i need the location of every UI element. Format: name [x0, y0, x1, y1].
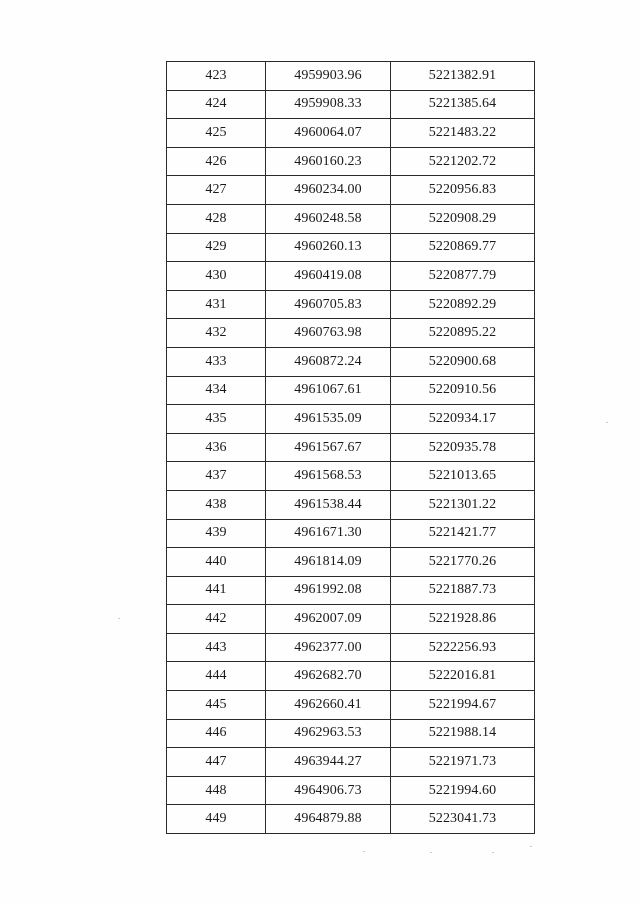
table-row	[167, 376, 535, 405]
y-coordinate-cell: 5220869.77	[391, 233, 535, 262]
x-coordinate-cell: 4961992.08	[266, 576, 391, 605]
point-number-cell: 426	[167, 147, 266, 176]
point-number-cell: 439	[167, 519, 266, 548]
scan-speck	[530, 846, 532, 847]
table-row	[167, 290, 535, 319]
y-coordinate-cell: 5221301.22	[391, 490, 535, 519]
table-row	[167, 233, 535, 262]
x-coordinate-cell: 4961568.53	[266, 462, 391, 491]
x-coordinate-cell: 4964906.73	[266, 776, 391, 805]
x-coordinate-cell: 4964879.88	[266, 805, 391, 834]
point-number-cell: 449	[167, 805, 266, 834]
x-coordinate-cell: 4960260.13	[266, 233, 391, 262]
table-row	[167, 662, 535, 691]
y-coordinate-cell: 5220895.22	[391, 319, 535, 348]
x-coordinate-cell: 4962682.70	[266, 662, 391, 691]
point-number-cell: 423	[167, 62, 266, 91]
point-number-cell: 431	[167, 290, 266, 319]
table-row	[167, 433, 535, 462]
x-coordinate-cell: 4959903.96	[266, 62, 391, 91]
table-row	[167, 147, 535, 176]
y-coordinate-cell: 5220910.56	[391, 376, 535, 405]
x-coordinate-cell: 4960234.00	[266, 176, 391, 205]
y-coordinate-cell: 5220877.79	[391, 262, 535, 291]
y-coordinate-cell: 5221971.73	[391, 748, 535, 777]
x-coordinate-cell: 4960160.23	[266, 147, 391, 176]
point-number-cell: 427	[167, 176, 266, 205]
x-coordinate-cell: 4960064.07	[266, 119, 391, 148]
point-number-cell: 430	[167, 262, 266, 291]
y-coordinate-cell: 5222016.81	[391, 662, 535, 691]
x-coordinate-cell: 4961814.09	[266, 548, 391, 577]
y-coordinate-cell: 5221887.73	[391, 576, 535, 605]
scan-speck	[606, 422, 608, 423]
y-coordinate-cell: 5221483.22	[391, 119, 535, 148]
table-row	[167, 633, 535, 662]
table-row	[167, 176, 535, 205]
point-number-cell: 424	[167, 90, 266, 119]
scan-speck	[492, 852, 494, 853]
table-row	[167, 519, 535, 548]
y-coordinate-cell: 5221994.67	[391, 691, 535, 720]
scan-speck	[363, 851, 365, 852]
point-number-cell: 434	[167, 376, 266, 405]
table-row	[167, 90, 535, 119]
x-coordinate-cell: 4960419.08	[266, 262, 391, 291]
x-coordinate-cell: 4962007.09	[266, 605, 391, 634]
point-number-cell: 447	[167, 748, 266, 777]
y-coordinate-cell: 5221421.77	[391, 519, 535, 548]
x-coordinate-cell: 4961567.67	[266, 433, 391, 462]
x-coordinate-cell: 4962377.00	[266, 633, 391, 662]
x-coordinate-cell: 4962660.41	[266, 691, 391, 720]
table-row	[167, 805, 535, 834]
y-coordinate-cell: 5221202.72	[391, 147, 535, 176]
y-coordinate-cell: 5221928.86	[391, 605, 535, 634]
point-number-cell: 443	[167, 633, 266, 662]
table-row	[167, 319, 535, 348]
y-coordinate-cell: 5222256.93	[391, 633, 535, 662]
point-number-cell: 429	[167, 233, 266, 262]
point-number-cell: 448	[167, 776, 266, 805]
table-row	[167, 776, 535, 805]
table-row	[167, 405, 535, 434]
x-coordinate-cell: 4960872.24	[266, 347, 391, 376]
x-coordinate-cell: 4963944.27	[266, 748, 391, 777]
y-coordinate-cell: 5223041.73	[391, 805, 535, 834]
point-number-cell: 432	[167, 319, 266, 348]
x-coordinate-cell: 4960763.98	[266, 319, 391, 348]
x-coordinate-cell: 4961671.30	[266, 519, 391, 548]
table-row	[167, 576, 535, 605]
scan-speck	[118, 618, 120, 619]
table-row	[167, 490, 535, 519]
x-coordinate-cell: 4961535.09	[266, 405, 391, 434]
point-number-cell: 445	[167, 691, 266, 720]
coordinates-table-body	[167, 62, 535, 834]
y-coordinate-cell: 5220956.83	[391, 176, 535, 205]
table-row	[167, 204, 535, 233]
point-number-cell: 437	[167, 462, 266, 491]
point-number-cell: 428	[167, 204, 266, 233]
x-coordinate-cell: 4959908.33	[266, 90, 391, 119]
point-number-cell: 446	[167, 719, 266, 748]
point-number-cell: 433	[167, 347, 266, 376]
point-number-cell: 438	[167, 490, 266, 519]
table-row	[167, 119, 535, 148]
y-coordinate-cell: 5221385.64	[391, 90, 535, 119]
table-row	[167, 605, 535, 634]
x-coordinate-cell: 4961538.44	[266, 490, 391, 519]
point-number-cell: 425	[167, 119, 266, 148]
point-number-cell: 440	[167, 548, 266, 577]
y-coordinate-cell: 5221988.14	[391, 719, 535, 748]
x-coordinate-cell: 4962963.53	[266, 719, 391, 748]
table-row	[167, 548, 535, 577]
y-coordinate-cell: 5220908.29	[391, 204, 535, 233]
table-row	[167, 691, 535, 720]
table-row	[167, 719, 535, 748]
x-coordinate-cell: 4961067.61	[266, 376, 391, 405]
y-coordinate-cell: 5220900.68	[391, 347, 535, 376]
table-row	[167, 748, 535, 777]
point-number-cell: 435	[167, 405, 266, 434]
coordinates-table	[166, 61, 535, 834]
table-row	[167, 462, 535, 491]
scan-speck	[430, 852, 432, 853]
y-coordinate-cell: 5220934.17	[391, 405, 535, 434]
point-number-cell: 436	[167, 433, 266, 462]
y-coordinate-cell: 5221013.65	[391, 462, 535, 491]
y-coordinate-cell: 5221770.26	[391, 548, 535, 577]
y-coordinate-cell: 5221382.91	[391, 62, 535, 91]
point-number-cell: 442	[167, 605, 266, 634]
table-row	[167, 262, 535, 291]
table-row	[167, 347, 535, 376]
y-coordinate-cell: 5220935.78	[391, 433, 535, 462]
point-number-cell: 444	[167, 662, 266, 691]
point-number-cell: 441	[167, 576, 266, 605]
x-coordinate-cell: 4960248.58	[266, 204, 391, 233]
y-coordinate-cell: 5221994.60	[391, 776, 535, 805]
y-coordinate-cell: 5220892.29	[391, 290, 535, 319]
table-row	[167, 62, 535, 91]
x-coordinate-cell: 4960705.83	[266, 290, 391, 319]
